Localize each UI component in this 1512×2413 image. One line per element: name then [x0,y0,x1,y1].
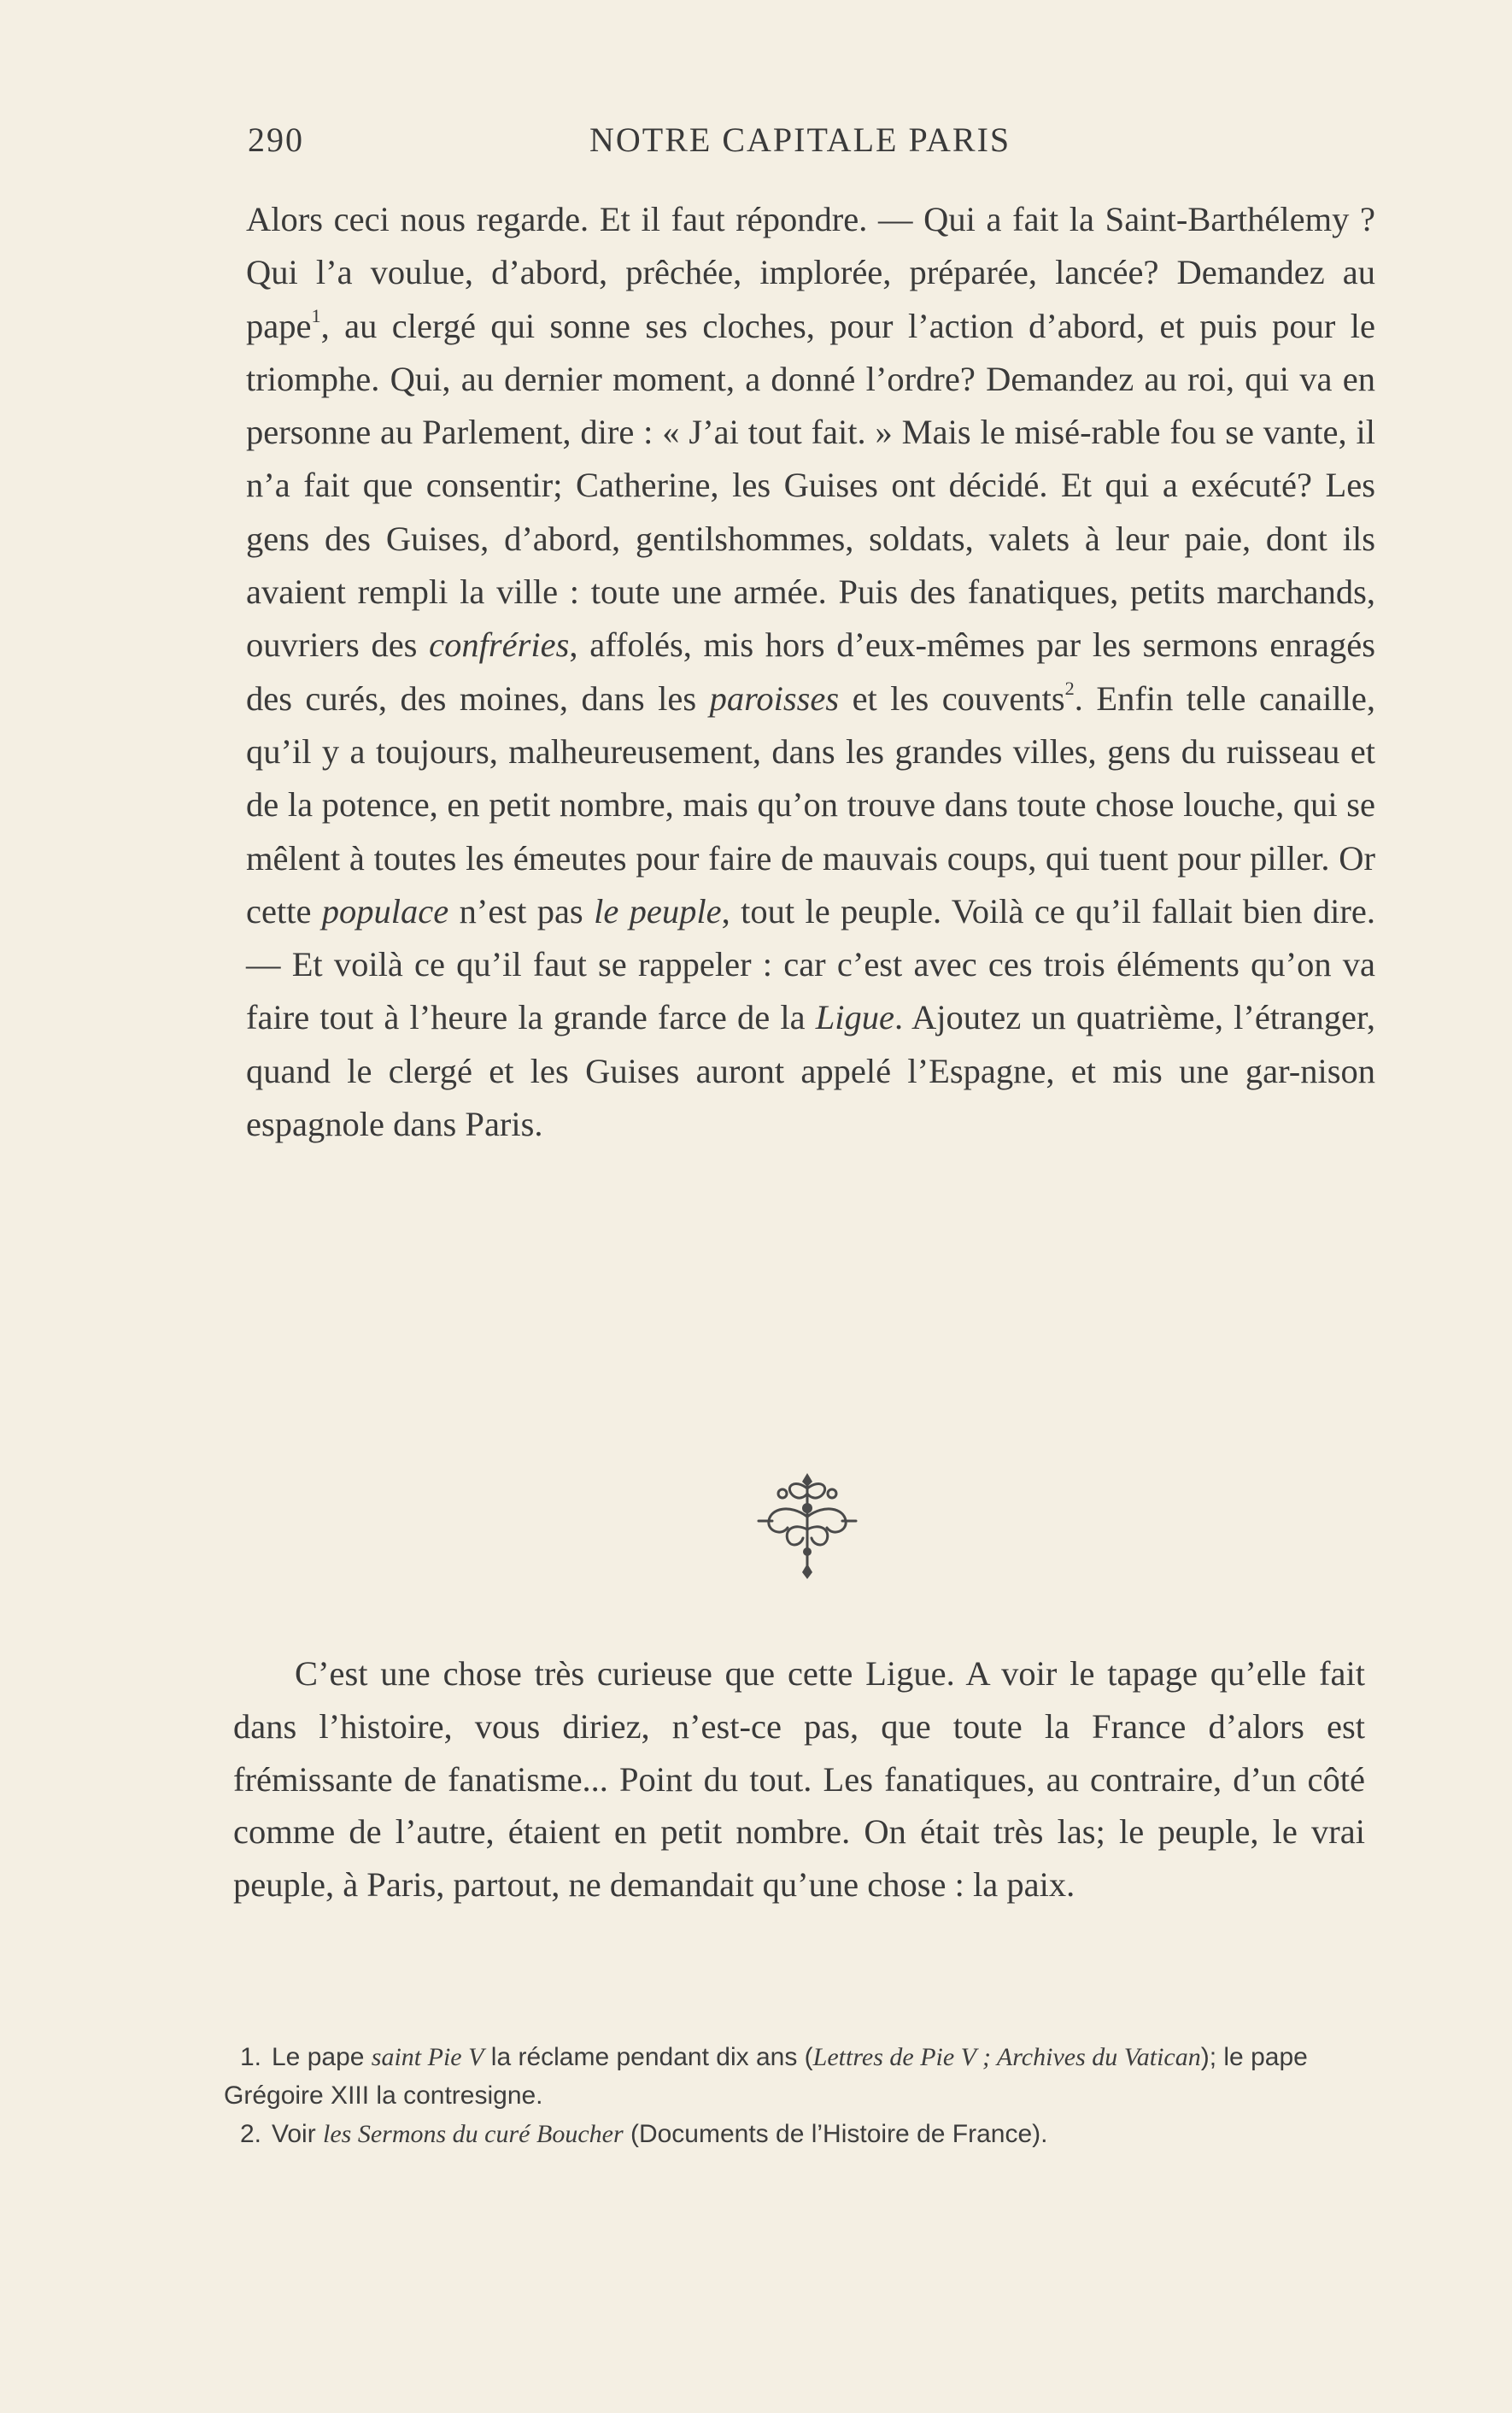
footnote-italic: les Sermons du curé Boucher [323,2120,624,2148]
text-run: , affolés, mis hors d’eux-mêmes par les sermons enragés des curés, des moines, dans les [246,625,1375,718]
footnote-text: la réclame pendant dix ans ( [483,2043,813,2071]
paragraph-1 [246,193,1375,1151]
italic-term-confreries: confréries [429,625,570,665]
footnote-text: Le pape [272,2043,372,2071]
text-run: . Ajoutez un quatrième, l’étranger, quand le clergé et les Guises auront appelé l’Espagne, et mis une gar-nison espagnole dans Paris. [246,998,1375,1144]
text-run: , tout le peuple. Voilà ce qu’il fallait bien dire. — Et voilà ce qu’il faut se rappeler : car c’est avec ces trois éléments qu’on va faire tout à l’heure la grande farce de la [246,891,1376,1037]
footnote-italic: Lettres de Pie V ; Archives du Vatican [812,2043,1201,2071]
italic-term-le-peuple: le peuple [594,891,722,931]
footnote-2-number: 2. [239,2120,261,2148]
text-run: Alors ceci nous regarde. Et il faut répondre. — Qui a fait la Saint-Barthélemy ? Qui l’a voulue, d’abord, prêchée, implorée, préparée, lancée? Demandez au pape [246,200,1375,345]
italic-term-ligue: Ligue [815,998,894,1037]
footnote-italic: saint Pie V [371,2043,484,2071]
footnote-ref-2[interactable]: 2 [1064,677,1075,699]
footnote-text: ); le pape Grégoire XIII la contresigne. [224,2043,1308,2110]
fleuron-icon [752,1470,863,1581]
running-title: NOTRE CAPITALE PARIS [589,120,1011,159]
footnote-1 [224,2038,1368,2115]
text-run: , au clergé qui sonne ses cloches, pour l’action d’abord, et puis pour le triomphe. Qui, au dernier moment, a donné l’ordre? Demandez au roi, qui va en personne au Parlement, dire : « J’ai tout fait. » Mais le misé-rable fou se vante, il n’a fait que consentir; Catherine, les Guises ont décidé. Et qui a exécuté? Les gens des Guises, d’abord, gentilshommes, soldats, valets à leur paie, dont ils avaient rempli la ville : toute une armée. Puis des fanatiques, petits marchands, ouvriers des [246,306,1375,665]
paragraph-2 [233,1647,1365,1911]
page-number: 290 [248,120,304,159]
footnotes [224,2038,1368,2153]
text-run: . Enfin telle canaille, qu’il y a toujours, malheureusement, dans les grandes villes, gens du ruisseau et de la potence, en petit nombre, mais qu’on trouve dans toute chose louche, qui se mêlent à toutes les émeutes pour faire de mauvais coups, qui tuent pour piller. Or cette [246,678,1375,931]
text-run: et les couvents [839,678,1065,718]
footnote-2 [224,2115,1368,2153]
paragraph-1-text [246,193,1375,1151]
paragraph-2-text: C’est une chose très curieuse que cette Ligue. A voir le tapage qu’elle fait dans l’histoire, vous diriez, n’est-ce pas, que toute la France d’alors est frémissante de fanatisme... Point du tout. Les fanatiques, au contraire, d’un côté comme de l’autre, étaient en petit nombre. On était très las; le peuple, le vrai peuple, à Paris, partout, ne demandait qu’une chose : la paix. [233,1654,1365,1905]
italic-term-populace: populace [321,891,449,931]
footnote-1-number: 1. [239,2043,261,2071]
text-run: n’est pas [448,891,595,931]
running-header [248,120,1042,171]
footnote-text: Voir [272,2120,324,2148]
footnote-ref-1[interactable]: 1 [311,304,321,326]
footnote-text: (Documents de l’Histoire de France). [623,2120,1048,2148]
italic-term-paroisses: paroisses [709,678,840,718]
